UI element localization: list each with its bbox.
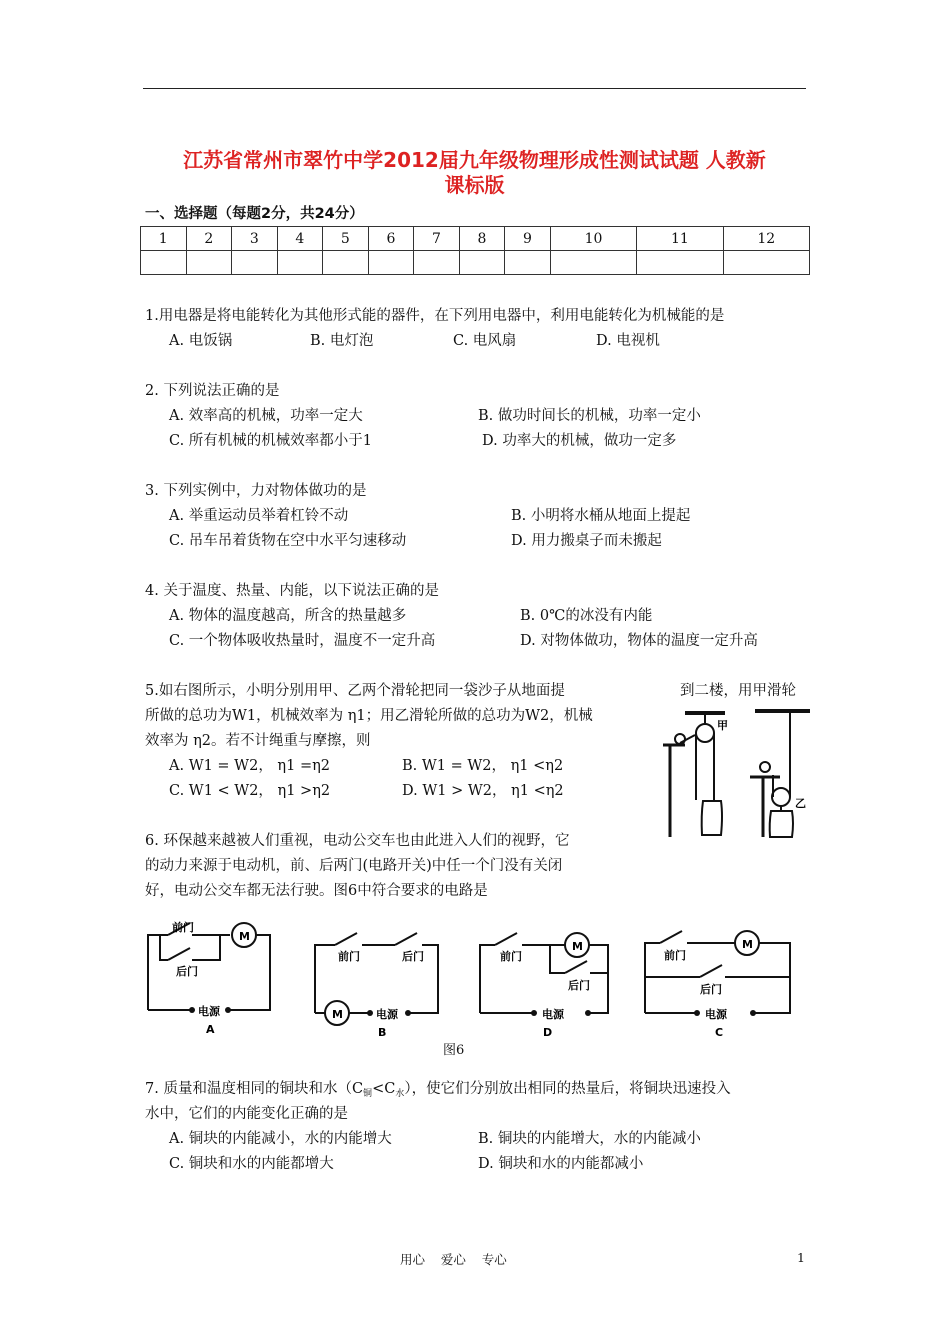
question-7-sub-water: 水 (395, 1089, 405, 1099)
circuit-c-power-label: 电源 (705, 1008, 727, 1021)
circuit-c-back-door-label: 后门 (700, 983, 722, 996)
question-7-option-a: A. 铜块的内能减小，水的内能增大 (169, 1131, 392, 1147)
question-1-option-b: B. 电灯泡 (310, 333, 374, 349)
answer-cell[interactable] (186, 251, 232, 275)
answer-number: 6 (368, 227, 414, 251)
question-5-stem-a: 5.如右图所示，小明分别用甲、乙两个滑轮把同一袋沙子从地面提 (145, 683, 565, 699)
circuit-a (148, 923, 270, 1010)
question-7-option-b: B. 铜块的内能增大，水的内能减小 (478, 1131, 701, 1147)
question-2-option-c: C. 所有机械的机械效率都小于1 (169, 433, 373, 449)
answer-number: 12 (723, 227, 809, 251)
circuit-d-power-label: 电源 (542, 1008, 564, 1021)
circuit-c-motor-label: M (742, 938, 753, 951)
answer-cell[interactable] (459, 251, 505, 275)
answer-number: 9 (505, 227, 551, 251)
question-3-option-b: B. 小明将水桶从地面上提起 (511, 508, 691, 524)
question-1-option-d: D. 电视机 (596, 333, 660, 349)
circuit-figure (140, 905, 810, 1040)
question-7-mid: <C (372, 1081, 396, 1097)
question-3-option-d: D. 用力搬桌子而未搬起 (511, 533, 662, 549)
answer-table-number-row (141, 227, 810, 251)
question-1-stem: 1.用电器是将电能转化为其他形式能的器件，在下列用电器中，利用电能转化为机械能的是 (145, 308, 725, 324)
circuit-b-motor-label: M (332, 1008, 343, 1021)
answer-cell[interactable] (637, 251, 723, 275)
circuit-d-letter: D (543, 1026, 553, 1039)
question-2-option-d: D. 功率大的机械，做功一定多 (482, 433, 677, 449)
answer-cell[interactable] (323, 251, 369, 275)
footer-motto: 用心 爱心 专心 (400, 1252, 507, 1267)
question-4-option-a: A. 物体的温度越高，所含的热量越多 (169, 608, 407, 624)
circuit-d-motor-label: M (572, 940, 583, 953)
answer-number: 2 (186, 227, 232, 251)
question-6-stem-c: 好，电动公交车都无法行驶。图6中符合要求的电路是 (145, 883, 488, 899)
pulley-figure (655, 705, 815, 845)
answer-number: 3 (232, 227, 278, 251)
circuit-c-front-door-label: 前门 (664, 949, 686, 962)
circuit-b-front-door-label: 前门 (338, 950, 360, 963)
pulley-label-yi: 乙 (795, 797, 806, 810)
answer-table (140, 226, 810, 275)
question-4-option-c: C. 一个物体吸收热量时，温度不一定升高 (169, 633, 436, 649)
answer-number: 1 (141, 227, 187, 251)
answer-cell[interactable] (550, 251, 636, 275)
circuit-c (645, 931, 790, 1013)
question-5-stem-d: 效率为 η2。若不计绳重与摩擦，则 (145, 733, 371, 749)
exam-title (143, 148, 806, 198)
section-heading: 一、选择题（每题2分，共24分） (145, 206, 364, 222)
answer-cell[interactable] (505, 251, 551, 275)
question-5-stem-c: 所做的总功为W1，机械效率为 η1；用乙滑轮所做的总功为W2，机械 (145, 708, 593, 724)
title-line-2: 课标版 (444, 173, 505, 197)
question-4-stem: 4. 关于温度、热量、内能，以下说法正确的是 (145, 583, 439, 599)
circuit-d-front-door-label: 前门 (500, 950, 522, 963)
question-4-option-b: B. 0℃的冰没有内能 (520, 608, 653, 624)
question-7-option-c: C. 铜块和水的内能都增大 (169, 1156, 334, 1172)
circuit-b-letter: B (378, 1026, 387, 1039)
circuit-a-letter: A (206, 1023, 215, 1036)
question-5-option-d: D. W1 > W2， η1 <η2 (402, 783, 564, 799)
question-5-stem-b: 到二楼，用甲滑轮 (680, 683, 796, 699)
answer-cell[interactable] (277, 251, 323, 275)
question-1-option-c: C. 电风扇 (453, 333, 517, 349)
circuit-a-motor-label: M (239, 930, 250, 943)
answer-cell[interactable] (141, 251, 187, 275)
question-6-stem-a: 6. 环保越来越被人们重视，电动公交车也由此进入人们的视野，它 (145, 833, 570, 849)
question-3-option-c: C. 吊车吊着货物在空中水平匀速移动 (169, 533, 407, 549)
circuit-c-letter: C (715, 1026, 724, 1039)
question-1-option-a: A. 电饭锅 (169, 333, 233, 349)
answer-number: 7 (414, 227, 460, 251)
answer-table-blank-row (141, 251, 810, 275)
answer-number: 4 (277, 227, 323, 251)
answer-number: 10 (550, 227, 636, 251)
question-7-stem-a-text: 7. 质量和温度相同的铜块和水（C (145, 1081, 364, 1097)
answer-cell[interactable] (232, 251, 278, 275)
answer-number: 8 (459, 227, 505, 251)
question-2-stem: 2. 下列说法正确的是 (145, 383, 280, 399)
circuit-d (480, 933, 608, 1013)
circuit-a-front-door-label: 前门 (172, 921, 194, 934)
question-2-option-a: A. 效率高的机械，功率一定大 (169, 408, 363, 424)
question-7-sub-copper: 铜 (363, 1089, 373, 1099)
question-7-stem-c: 水中，它们的内能变化正确的是 (145, 1106, 348, 1122)
question-5-option-b: B. W1 = W2， η1 <η2 (402, 758, 564, 774)
question-5-option-c: C. W1 < W2， η1 >η2 (169, 783, 331, 799)
page-number: 1 (797, 1250, 805, 1265)
question-7-option-d: D. 铜块和水的内能都减小 (478, 1156, 644, 1172)
question-2-option-b: B. 做功时间长的机械，功率一定小 (478, 408, 701, 424)
question-3-stem: 3. 下列实例中，力对物体做功的是 (145, 483, 367, 499)
figure-6-caption: 图6 (443, 1043, 465, 1058)
fixed-pulley (696, 724, 714, 742)
question-3-option-a: A. 举重运动员举着杠铃不动 (169, 508, 349, 524)
header-rule (143, 88, 806, 89)
answer-number: 5 (323, 227, 369, 251)
circuit-a-back-door-label: 后门 (176, 965, 198, 978)
answer-cell[interactable] (723, 251, 809, 275)
movable-pulley (772, 788, 790, 806)
circuit-a-power-label: 电源 (198, 1005, 220, 1018)
answer-cell[interactable] (368, 251, 414, 275)
question-5-option-a: A. W1 = W2， η1 =η2 (169, 758, 331, 774)
title-line-1: 江苏省常州市翠竹中学2012届九年级物理形成性测试试题 人教新 (183, 148, 766, 172)
pulley-label-jia: 甲 (717, 719, 728, 732)
circuit-d-back-door-label: 后门 (568, 979, 590, 992)
circuit-b-back-door-label: 后门 (402, 950, 424, 963)
question-7-stem-b: ），使它们分别放出相同的热量后，将铜块迅速投入 (404, 1081, 731, 1097)
question-4-option-d: D. 对物体做功，物体的温度一定升高 (520, 633, 758, 649)
question-6-stem-b: 的动力来源于电动机，前、后两门(电路开关)中任一个门没有关闭 (145, 858, 563, 874)
answer-number: 11 (637, 227, 723, 251)
answer-cell[interactable] (414, 251, 460, 275)
circuit-b-power-label: 电源 (376, 1008, 398, 1021)
